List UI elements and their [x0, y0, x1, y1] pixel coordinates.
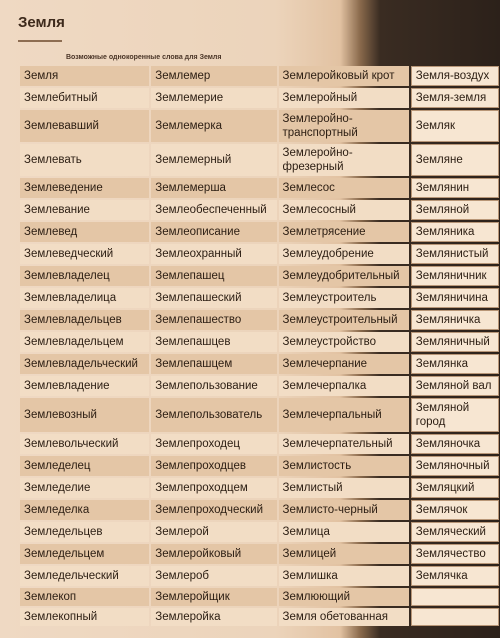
word-cell: Землюющий [279, 588, 409, 606]
word-cell: Земляничка [411, 310, 499, 330]
word-cell: Землепроходцев [151, 456, 276, 476]
page-subtitle: Возможные однокоренные слова для Земля [66, 54, 222, 61]
word-cell: Земля обетованная [279, 608, 409, 626]
word-cell: Землянин [411, 178, 499, 198]
word-cell: Землеведение [20, 178, 149, 198]
word-cell: Землепашец [151, 266, 276, 286]
table-row [20, 88, 499, 108]
table-row [20, 110, 499, 142]
word-cell: Земляничный [411, 332, 499, 352]
word-cell: Землевольческий [20, 434, 149, 454]
word-cell: Землевавший [20, 110, 149, 142]
word-cell: Землеустроитель [279, 288, 409, 308]
related-words-body [20, 66, 499, 626]
word-cell: Землебитный [20, 88, 149, 108]
word-cell: Земледелие [20, 478, 149, 498]
table-row [20, 500, 499, 520]
word-cell: Земледельческий [20, 566, 149, 586]
table-row [20, 66, 499, 86]
word-cell: Землистость [279, 456, 409, 476]
word-cell: Землекоп [20, 588, 149, 606]
table-row [20, 478, 499, 498]
word-cell: Землепроходцем [151, 478, 276, 498]
word-cell: Земляной город [411, 398, 499, 432]
word-cell: Землевать [20, 144, 149, 176]
table-row [20, 376, 499, 396]
word-cell: Земледельцем [20, 544, 149, 564]
table-row [20, 288, 499, 308]
word-cell: Земляцкий [411, 478, 499, 498]
word-cell: Землеустроительный [279, 310, 409, 330]
word-cell: Земледелец [20, 456, 149, 476]
word-cell: Землеудобрение [279, 244, 409, 264]
word-cell: Землечерпалка [279, 376, 409, 396]
table-row [20, 178, 499, 198]
word-cell: Землеведческий [20, 244, 149, 264]
word-cell: Землесос [279, 178, 409, 198]
word-cell: Землисто-черный [279, 500, 409, 520]
word-cell: Землепашеский [151, 288, 276, 308]
table-row [20, 222, 499, 242]
word-cell: Землевладелец [20, 266, 149, 286]
word-cell: Землеройковый крот [279, 66, 409, 86]
word-cell: Земляной вал [411, 376, 499, 396]
word-cell: Землянистый [411, 244, 499, 264]
word-cell: Землицей [279, 544, 409, 564]
word-cell: Землеройно-фрезерный [279, 144, 409, 176]
word-cell: Земледельцев [20, 522, 149, 542]
word-cell: Земляне [411, 144, 499, 176]
word-cell: Землеохранный [151, 244, 276, 264]
word-cell: Землеудобрительный [279, 266, 409, 286]
page-title: Земля [18, 14, 65, 31]
table-row [20, 244, 499, 264]
word-cell: Землеройковый [151, 544, 276, 564]
table-row [20, 544, 499, 564]
word-cell: Земля-земля [411, 88, 499, 108]
table-row [20, 434, 499, 454]
word-cell: Землевладельцем [20, 332, 149, 352]
word-cell: Землемерие [151, 88, 276, 108]
word-cell: Землепроходец [151, 434, 276, 454]
word-cell: Землячка [411, 566, 499, 586]
word-cell: Землемерша [151, 178, 276, 198]
word-cell: Землевладение [20, 376, 149, 396]
word-cell: Землячок [411, 500, 499, 520]
word-cell: Землеобеспеченный [151, 200, 276, 220]
title-underline [18, 40, 62, 42]
word-cell: Земляческий [411, 522, 499, 542]
word-cell: Землечерпательный [279, 434, 409, 454]
word-cell: Землесосный [279, 200, 409, 220]
word-cell: Землистый [279, 478, 409, 498]
word-cell: Землероб [151, 566, 276, 586]
word-cell: Земля [20, 66, 149, 86]
word-cell: Землевед [20, 222, 149, 242]
word-cell: Землевозный [20, 398, 149, 432]
word-cell: Землетрясение [279, 222, 409, 242]
word-cell: Земляника [411, 222, 499, 242]
word-cell: Землемерка [151, 110, 276, 142]
word-cell [411, 588, 499, 606]
word-cell: Землепашество [151, 310, 276, 330]
word-cell: Землепользование [151, 376, 276, 396]
word-cell: Земляничина [411, 288, 499, 308]
word-cell: Земляк [411, 110, 499, 142]
table-row [20, 588, 499, 606]
word-cell: Землеройщик [151, 588, 276, 606]
table-row [20, 608, 499, 626]
word-cell: Землеройно-транспортный [279, 110, 409, 142]
word-cell: Землица [279, 522, 409, 542]
word-cell: Землечерпальный [279, 398, 409, 432]
word-cell: Землишка [279, 566, 409, 586]
word-cell: Землерой [151, 522, 276, 542]
table-row [20, 566, 499, 586]
table-row [20, 398, 499, 432]
table-row [20, 144, 499, 176]
word-cell: Землянка [411, 354, 499, 374]
table-row [20, 200, 499, 220]
word-cell: Землеописание [151, 222, 276, 242]
word-cell: Землепользователь [151, 398, 276, 432]
word-cell: Землевладельческий [20, 354, 149, 374]
word-cell: Земляночка [411, 434, 499, 454]
word-cell: Землеройка [151, 608, 276, 626]
table-row [20, 266, 499, 286]
word-cell: Землемер [151, 66, 276, 86]
word-cell: Землеройный [279, 88, 409, 108]
word-cell: Землевладельцев [20, 310, 149, 330]
word-cell: Землечерпание [279, 354, 409, 374]
word-cell: Землячество [411, 544, 499, 564]
table-row [20, 522, 499, 542]
table-row [20, 354, 499, 374]
word-cell: Землевладелица [20, 288, 149, 308]
word-cell: Землепашцев [151, 332, 276, 352]
word-cell: Землемерный [151, 144, 276, 176]
table-row [20, 332, 499, 352]
word-cell: Земляночный [411, 456, 499, 476]
word-cell: Землепашцем [151, 354, 276, 374]
word-cell: Землепроходческий [151, 500, 276, 520]
word-cell: Земледелка [20, 500, 149, 520]
related-words-table [18, 64, 500, 628]
table-row [20, 456, 499, 476]
word-cell [411, 608, 499, 626]
table-row [20, 310, 499, 330]
word-cell: Землевание [20, 200, 149, 220]
word-cell: Земляной [411, 200, 499, 220]
word-cell: Землеустройство [279, 332, 409, 352]
word-cell: Земляничник [411, 266, 499, 286]
word-cell: Землекопный [20, 608, 149, 626]
word-cell: Земля-воздух [411, 66, 499, 86]
